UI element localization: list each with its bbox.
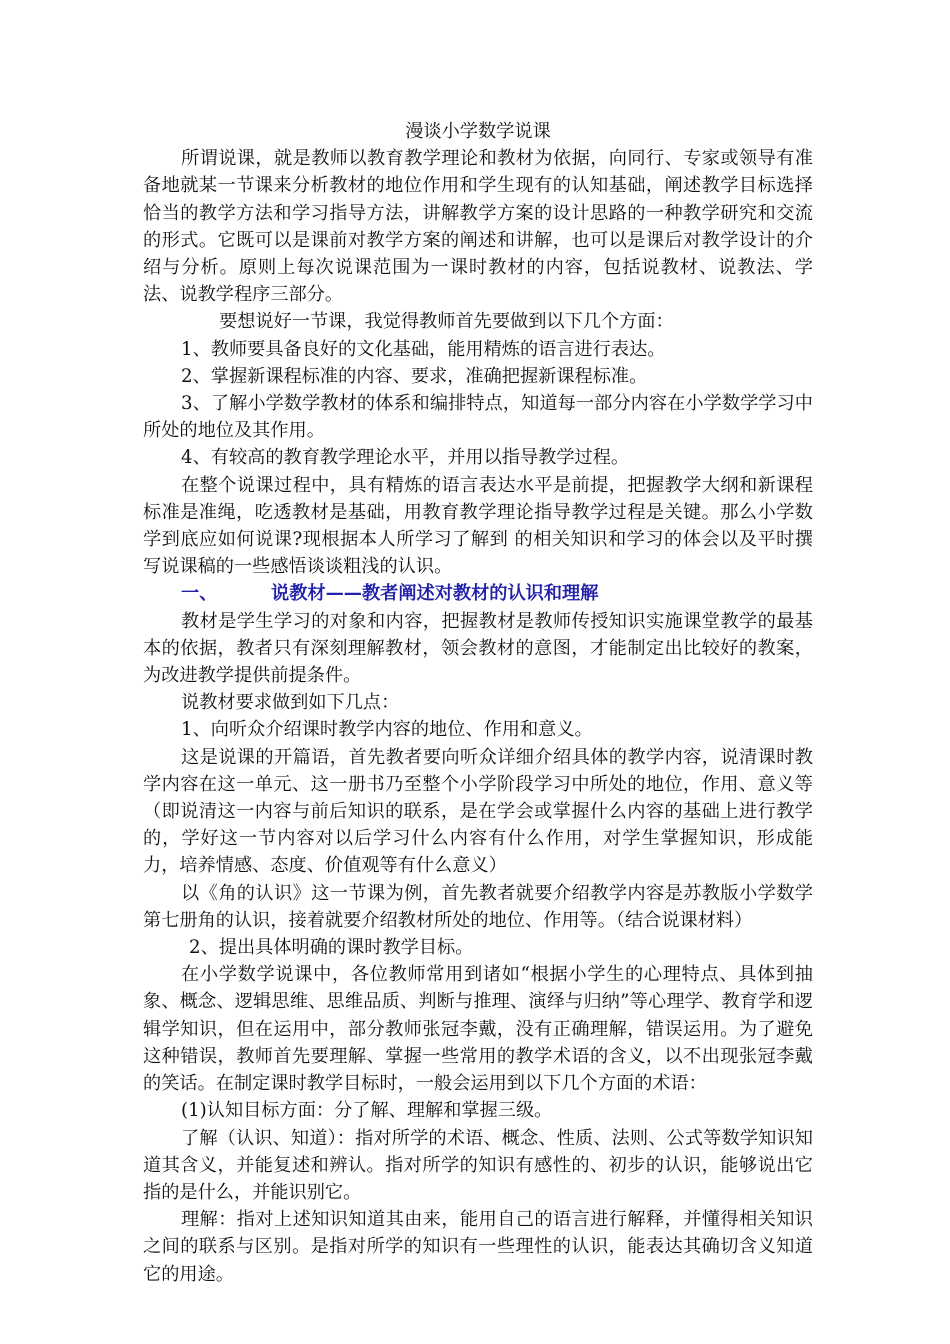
- paragraph-textbook: 教材是学生学习的对象和内容，把握教材是教师传授知识实施课堂教学的最基本的依据，教者只有深刻理解教材，领会教材的意图，才能制定出比较好的教案，为改进教学提供前提条件。: [143, 610, 813, 687]
- requirement-1: 1、向听众介绍课时教学内容的地位、作用和意义。: [181, 719, 593, 741]
- list-item-3: 3、了解小学数学教材的体系和编排特点，知道每一部分内容在小学数学学习中所处的地位及其作用。: [143, 393, 813, 442]
- section-heading: [143, 580, 813, 607]
- section-title: 说教材——教者阐述对教材的认识和理解: [271, 583, 599, 605]
- document-page: [143, 118, 813, 1288]
- paragraph-terminology: 在小学数学说课中，各位教师常用到诸如“根据小学生的心理特点、具体到抽象、概念、逻辑思维、思维品质、判断与推理、演绎与归纳”等心理学、教育学和逻辑学知识，但在运用中，部分教师张冠李戴，没有正确理解，错误运用。为了避免这种错误，教师首先要理解、掌握一些常用的教学术语的含义，以不出现张冠李戴的笑话。在制定课时教学目标时，一般会运用到以下几个方面的术语：: [143, 964, 813, 1095]
- list-item-4: 4、有较高的教育教学理论水平，并用以指导教学过程。: [181, 447, 630, 469]
- paragraph-opening: 这是说课的开篇语，首先教者要向听众详细介绍具体的教学内容，说清课时教学内容在这一单元、这一册书乃至整个小学阶段学习中所处的地位，作用、意义等（即说清这一内容与前后知识的联系，是在学会或掌握什么内容的基础上进行教学的，学好这一节内容对以后学习什么内容有什么作用，对学生掌握知识，形成能力，培养情感、态度、价值观等有什么意义）: [143, 746, 813, 877]
- paragraph-example: 以《角的认识》这一节课为例，首先教者就要介绍教学内容是苏教版小学数学第七册角的认识，接着就要介绍教材所处的地位、作用等。（结合说课材料）: [143, 882, 813, 931]
- document-title: 漫谈小学数学说课: [405, 121, 551, 142]
- paragraph-intro-aspects: 要想说好一节课，我觉得教师首先要做到以下几个方面：: [219, 311, 674, 333]
- definition-understand-basic: 了解（认识、知道）：指对所学的术语、概念、性质、法则、公式等数学知识知道其含义，并能复述和辨认。指对所学的知识有感性的、初步的认识，能够说出它指的是什么，并能识别它。: [143, 1127, 813, 1203]
- list-item-2: 2、掌握新课程标准的内容、要求，准确把握新课程标准。: [181, 365, 648, 387]
- paragraph-requirements: 说教材要求做到如下几点：: [181, 692, 400, 714]
- paragraph-summary: 在整个说课过程中，具有精炼的语言表达水平是前提，把握教学大纲和新课程标准是准绳，吃透教材是基础，用教育教学理论指导教学过程是关键。那么小学数学到底应如何说课?现根据本人所学习了解到 的相关知识和学习的体会以及平时撰写说课稿的一些感悟谈谈粗浅的认识。: [143, 474, 813, 578]
- paragraph-definition: 所谓说课，就是教师以教育教学理论和教材为依据，向同行、专家或领导有准备地就某一节课来分析教材的地位作用和学生现有的认知基础，阐述教学目标选择恰当的教学方法和学习指导方法，讲解教学方案的设计思路的一种教学研究和交流的形式。它既可以是课前对教学方案的阐述和讲解，也可以是课后对教学设计的介绍与分析。原则上每次说课范围为一课时教材的内容，包括说教材、说教法、学法、说教学程序三部分。: [143, 148, 813, 306]
- section-number: 一、: [181, 583, 218, 605]
- cognitive-goals: (1)认知目标方面：分了解、理解和掌握三级。: [181, 1100, 553, 1122]
- definition-comprehend: 理解：指对上述知识知道其由来，能用自己的语言进行解释，并懂得相关知识之间的联系与区别。是指对所学的知识有一些理性的认识，能表达其确切含义知道它的用途。: [143, 1209, 813, 1285]
- list-item-1: 1、教师要具备良好的文化基础，能用精炼的语言进行表达。: [181, 338, 666, 360]
- requirement-2: 2、提出具体明确的课时教学目标。: [189, 937, 474, 959]
